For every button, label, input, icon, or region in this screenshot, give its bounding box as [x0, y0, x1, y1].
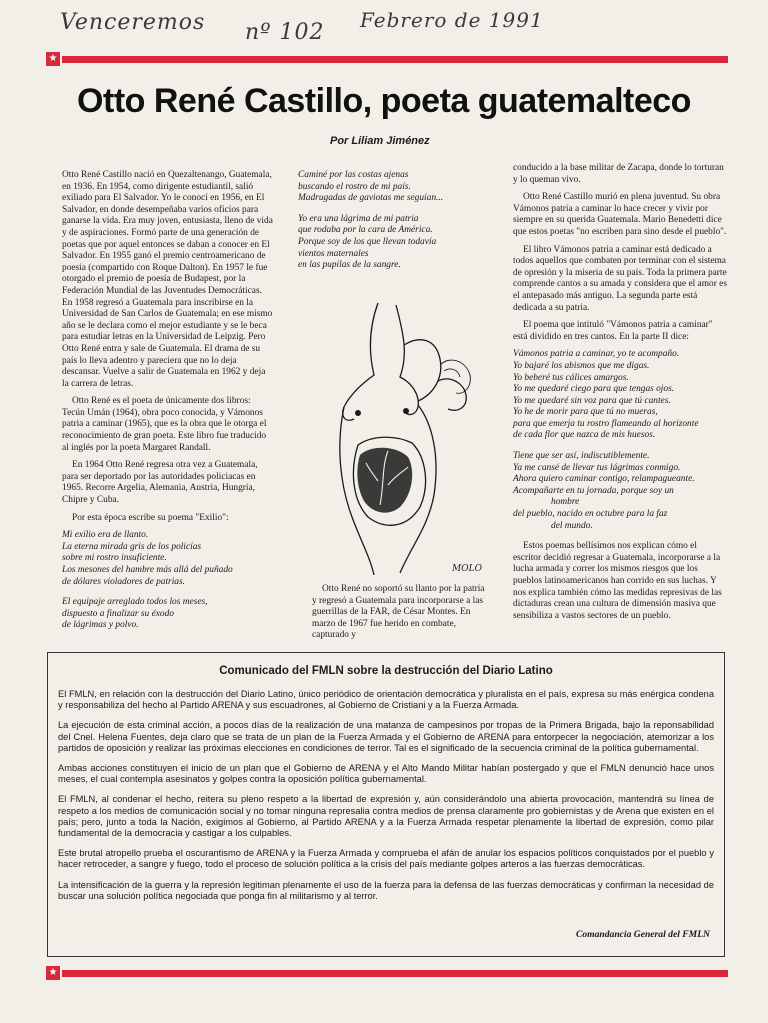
paragraph: En 1964 Otto René regresa otra vez a Guatemala, para ser deportado por las autoridades policiacas en 1965. Recorre Argelia, Alemania, Austria, Hungría, Chipre y Cuba. — [62, 460, 258, 506]
article-column-2-bottom — [312, 584, 490, 648]
paragraph: Otto René es el poeta de únicamente dos libros: Tecún Umán (1964), obra poco conocida, y Vámonos patria a caminar (1965), que es la obra que le otorga el reconocimiento de gran poeta. Este libro fue traducido al inglés por la poeta Margaret Randall. — [62, 396, 267, 453]
poem-stanza — [513, 349, 727, 442]
paragraph: Por esta época escribe su poema "Exilio": — [72, 512, 229, 523]
verse-line: Yo era una lágrima de mi patria — [298, 213, 419, 224]
figure-illustration — [300, 295, 482, 577]
illustration-signature: MOLO — [452, 564, 482, 574]
verse-line: del mundo. — [551, 520, 593, 531]
verse-line: Mi exilio era de llanto. — [62, 530, 149, 541]
article-column-2 — [298, 170, 494, 281]
verse-line: del pueblo, nacido en octubre para la faz — [513, 509, 668, 520]
verse-line: Ahora quiero caminar contigo, relampagueante. — [513, 474, 695, 485]
verse-line: buscando el rostro de mi país. — [298, 181, 411, 192]
paragraph: Otto René no soportó su llanto por la patria y regresó a Guatemala para incorporarse a las guerrillas de la FAR, de César Montes. En marzo de 1967 fue herido en combate, capturado y — [312, 584, 485, 641]
article-column-3 — [513, 163, 727, 628]
verse-line: vientos maternales — [298, 248, 369, 259]
verse-line: Yo beberé tus cálices amargos. — [513, 372, 629, 383]
star-icon: ★ — [46, 52, 60, 66]
paragraph: conducido a la base militar de Zacapa, donde lo torturan y lo queman vivo. — [513, 163, 724, 185]
article-title: Otto René Castillo, poeta guatemalteco — [77, 82, 691, 120]
verse-line: Yo he de morir para que tú no mueras, — [513, 407, 658, 418]
verse-line: hombre — [551, 497, 580, 508]
verse-line: dispuesto a finalizar su éxodo — [62, 608, 174, 619]
verse-line: de lágrimas y polvo. — [62, 620, 139, 631]
star-icon: ★ — [46, 966, 60, 980]
verse-line: Ya me cansé de llevar tus lágrimas conmigo. — [513, 462, 681, 473]
communique-body — [58, 689, 714, 911]
paragraph: Otto René Castillo nació en Quezaltenango, Guatemala, en 1936. En 1954, como dirigente estudiantil, salió exiliado para El Salvador. Yo le conocí en 1956, en El Salvador, en donde desempeñaba varios oficios para ganarse la vida. Era muy joven, entusiasta, lleno de vida y de aspiraciones. Formó parte de una generación de poetas que por aquel entonces se daban a conocer en El Salvador. En 1955 ganó el premio centroamericano de poesía (compartido con Roque Dalton). En 1957 le fue otorgado el premio de poesía de Budapest, por la Federación Mundial de las Juventudes Democráticas. En 1958 regresó a Guatemala para inscribirse en la Universidad de San Carlos de Guatemala; en ese mismo año se le declara como el mejor estudiante y se le beca para estudiar letras en la Universidad de Leipzig. Pero Otto René entra y sale de Guatemala. El drama de su país lo lleva adentro y pareciera que no lo deja descansar. Vuelve a salir de Guatemala en 1962 y deja la carrera de letras. — [62, 170, 273, 389]
verse-line: Caminé por las costas ajenas — [298, 170, 409, 180]
verse-line: de cada flor que nazca de mis huesos. — [513, 430, 656, 441]
verse-line: Acompañarte en tu jornada, porque soy un — [513, 485, 674, 496]
poem-stanza — [62, 530, 274, 588]
paragraph: La ejecución de esta criminal acción, a pocos días de la realización de una matanza de campesinos por tropas de la Primera Brigada, bajo la reponsabilidad del Cnel. Helena Fuentes, deja claro que se trata de un plan de la Fuerza Armada y el Gobierno de ARENA para entorpecer la negociación, atemorizar a los partidos de oposición y realizar las próximas elecciones en condiciones de terror. Tal es el significado de la secuencia criminal de la política gubernamental. — [58, 720, 714, 753]
handwritten-issue-number: nº 102 — [245, 20, 325, 45]
verse-line: en las pupilas de la sangre. — [298, 260, 401, 271]
verse-line: El equipaje arreglado todos los meses, — [62, 597, 208, 608]
paragraph: El FMLN, en relación con la destrucción del Diario Latino, único periódico de orientación democrática y pluralista en el país, expresa su más enérgica condena y responsabiliza del hecho al Partido ARENA y sus escuadrones, al Gobierno de Cristiani y a la Fuerza Armada. — [58, 689, 714, 711]
verse-line: de dólares violadores de patrias. — [62, 576, 185, 587]
verse-line: Yo me quedaré ciego para que tengas ojos. — [513, 384, 675, 395]
handwritten-masthead: Venceremos — [60, 10, 206, 35]
poem-stanza — [298, 170, 494, 205]
verse-line: Madrugadas de gaviotas me seguían... — [298, 193, 444, 204]
communique-title: Comunicado del FMLN sobre la destrucción del Diario Latino — [219, 665, 553, 677]
poem-stanza — [62, 597, 274, 632]
verse-line: Tiene que ser así, indiscutiblemente. — [513, 451, 650, 462]
paragraph: El libro Vámonos patria a caminar está dedicado a todos aquellos que combaten por terminar con el sistema de opresión y la miseria de su país. Toda la primera parte comprende cantos a su amada y considera que el amor es el antepasado más antiguo. La segunda parte está dedicada a su patria. — [513, 244, 727, 313]
poem-stanza — [298, 214, 494, 272]
paragraph: Este brutal atropello prueba el oscurantismo de ARENA y la Fuerza Armada y comprueba el afán de anular los espacios políticos conquistados por el pueblo y hacer retroceder, a sangre y fuego, todo el proceso de solución política a la crisis del país mediante golpes arteros a las fuerzas democráticas. — [58, 848, 714, 870]
verse-line: Porque soy de los que llevan todavía — [298, 236, 437, 247]
paragraph: El poema que intituló "Vámonos patria a caminar" está dividido en tres cantos. En la parte II dice: — [513, 320, 713, 342]
verse-line: para que emerja tu rostro flameando al horizonte — [513, 418, 699, 429]
paragraph: La intensificación de la guerra y la represión legitiman plenamente el uso de la fuerza para la defensa de las fuerzas democráticas y confirman la necesidad de buscar una solución política negociada que ponga fin al militarismo y al terror. — [58, 879, 714, 901]
verse-line: sobre mi rostro insuficiente. — [62, 553, 167, 564]
article-byline: Por Liliam Jiménez — [330, 135, 430, 147]
verse-line: Los mesones del hambre más allá del puñado — [62, 565, 233, 575]
communique-signature: Comandancia General del FMLN — [575, 929, 710, 940]
verse-line: Yo bajaré los abismos que me digas. — [513, 360, 650, 371]
top-red-rule — [62, 56, 728, 63]
verse-line: La eterna mirada gris de los policías — [62, 541, 202, 552]
verse-line: Vámonos patria a caminar, yo te acompaño. — [513, 349, 680, 360]
bottom-red-rule — [62, 970, 728, 977]
paragraph: Ambas acciones constituyen el inicio de un plan que el Gobierno de ARENA y el Alto Mando Militar habían postergado y que el FMLN denunció hace unos meses, el cual contempla asesinatos y golpes contra la oposición política gubernamental. — [58, 763, 714, 785]
article-column-1 — [62, 170, 274, 641]
poem-stanza — [513, 451, 727, 532]
verse-line: que rodaba por la cara de América. — [298, 225, 433, 236]
paragraph: Otto René Castillo murió en plena juventud. Su obra Vámonos patria a caminar lo hace crecer y vivir por siempre en su querida Guatemala. Mario Benedetti dice que estos poetas "no escriben para sino desde el pueblo". — [513, 192, 727, 237]
handwritten-date: Febrero de 1991 — [360, 8, 544, 32]
fmln-communique-box — [47, 652, 725, 957]
paragraph: El FMLN, al condenar el hecho, reitera su pleno respeto a la libertad de expresión y, aún considerándolo una abierta provocación, mantendrá su línea de respeto a los medios de comunicación social y no tomar ninguna represalia contra medios de prensa claramente pro gobiernistas y de Arena que existen en el país; pero, junto a toda la Nación, exigimos al Gobierno, al Partido ARENA y a la Fuerza Armada respetar plenamente la libertad de expresión, como pilar fundamental de la democracia y castigar a los culpables. — [58, 794, 714, 839]
verse-line: Yo me quedaré sin voz para que tú cantes. — [513, 395, 671, 406]
paragraph: Estos poemas bellísimos nos explican cómo el escritor decidió regresar a Guatemala, incorporarse a la lucha armada y correr los mismos riesgos que los pueblos latinoamericanos han corrido en sus luchas. Y nos explica también cómo las medidas represivas de las dictaduras crean una cultura de dimensión masiva que sensibiliza a vastos sectores de un pueblo. — [513, 541, 722, 621]
